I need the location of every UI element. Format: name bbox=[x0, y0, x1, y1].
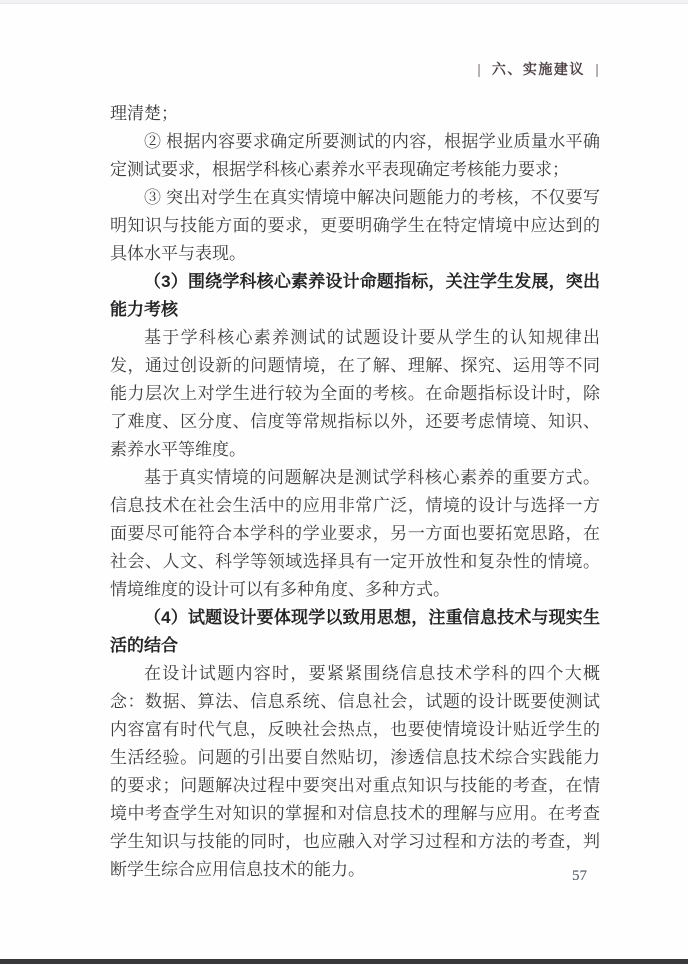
paragraph: ② 根据内容要求确定所要测试的内容，根据学业质量水平确定测试要求，根据学科核心素养水平表现确定考核能力要求； bbox=[110, 132, 600, 179]
page-top-edge bbox=[0, 0, 688, 4]
page-bottom-edge bbox=[0, 959, 688, 964]
header-rule-right-icon: | bbox=[595, 61, 600, 77]
paragraph: 基于真实情境的问题解决是测试学科核心素养的重要方式。信息技术在社会生活中的应用非常广泛，情境的设计与选择一方面要尽可能符合本学科的学业要求，另一方面也要拓宽思路，在社会、人文、科学等领域选择具有一定开放性和复杂性的情境。情境维度的设计可以有多种角度、多种方式。 bbox=[110, 468, 600, 599]
page-body bbox=[110, 100, 600, 884]
paragraph: ③ 突出对学生在真实情境中解决问题能力的考核，不仅要写明知识与技能方面的要求，更要明确学生在特定情境中应达到的具体水平与表现。 bbox=[110, 188, 600, 263]
header-rule-left-icon: | bbox=[477, 61, 482, 77]
section-heading: （3）围绕学科核心素养设计命题指标，关注学生发展，突出能力考核 bbox=[110, 272, 600, 319]
paragraph: 在设计试题内容时，要紧紧围绕信息技术学科的四个大概念：数据、算法、信息系统、信息社会，试题的设计既要使测试内容富有时代气息，反映社会热点，也要使情境设计贴近学生的生活经验。问题的引出要自然贴切，渗透信息技术综合实践能力的要求；问题解决过程中要突出对重点知识与技能的考查，在情境中考查学生对知识的掌握和对信息技术的理解与应用。在考查学生知识与技能的同时，也应融入对学习过程和方法的考查，判断学生综合应用信息技术的能力。 bbox=[110, 664, 600, 879]
section-heading: （4）试题设计要体现学以致用思想，注重信息技术与现实生活的结合 bbox=[110, 608, 600, 655]
running-head bbox=[110, 61, 600, 78]
page-number: 57 bbox=[572, 868, 587, 884]
running-head-title: 六、实施建议 bbox=[491, 61, 585, 77]
paragraph: 基于学科核心素养测试的试题设计要从学生的认知规律出发，通过创设新的问题情境，在了解、理解、探究、运用等不同能力层次上对学生进行较为全面的考核。在命题指标设计时，除了难度、区分度、信度等常规指标以外，还要考虑情境、知识、素养水平等维度。 bbox=[110, 328, 600, 459]
paragraph: 理清楚； bbox=[110, 104, 178, 123]
